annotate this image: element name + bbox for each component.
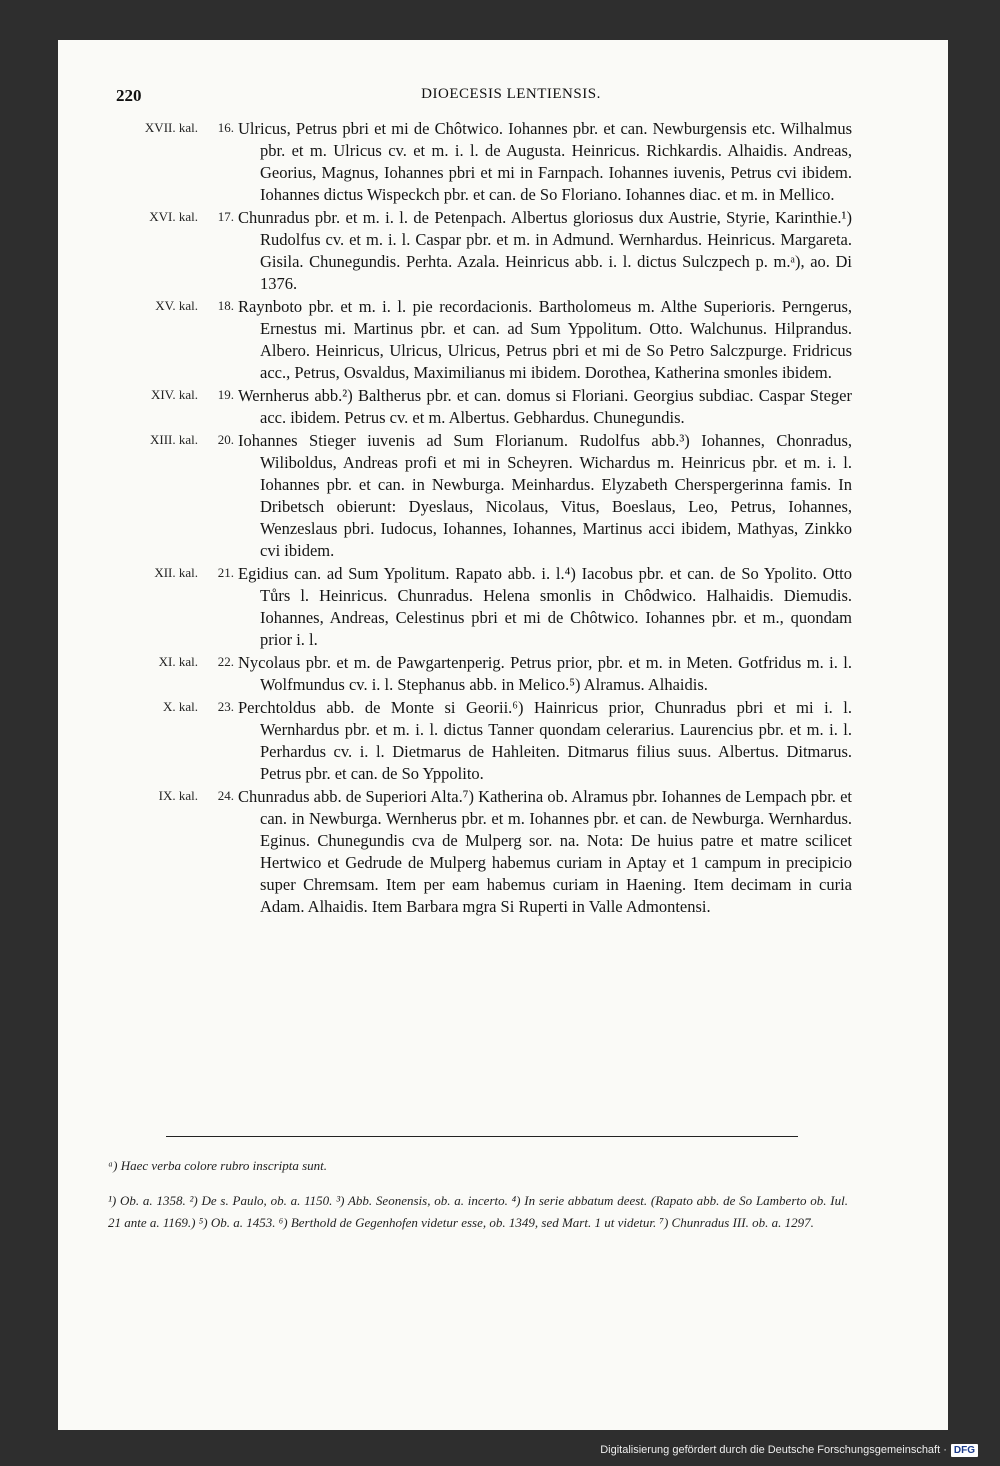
entry-row [58, 786, 948, 918]
document-page [58, 40, 948, 1430]
dfg-logo-icon: DFG [951, 1444, 978, 1457]
kalend-label: IX. kal. [158, 788, 198, 803]
running-title: DIOECESIS LENTIENSIS. [421, 86, 601, 102]
footnote-a: ᵃ) Haec verba colore rubro inscripta sunt. [108, 1158, 328, 1173]
entry-row [58, 563, 948, 651]
kalend-label: XIII. kal. [149, 432, 198, 447]
entry-row [58, 385, 948, 429]
entry-text: Chunradus abb. de Superiori Alta.⁷) Katherina ob. Alramus pbr. Iohannes de Lempach pbr. et can. in Newburga. Wernherus pbr. et m. Iohannes pbr. et can. de Newburga. Wernhardus. Eginus. Chunegundis cva de Mulperg sor. na. Nota: De huius patre et matre scilicet Hertwico et Gedrude de Mulperg habemus curiam in Aptay et 1 campum in precipicio super Chremsam. Item per eam habemus curiam in Haening. Item decimam in curia Adam. Alhaidis. Item Barbara mgra Si Ruperti in Valle Admontensi. [238, 787, 852, 916]
entry-row [58, 207, 948, 295]
entry-text: Egidius can. ad Sum Ypolitum. Rapato abb. i. l.⁴) Iacobus pbr. et can. de So Ypolito. Otto Tůrs l. Heinricus. Chunradus. Helena smonlis in Chôdwico. Halhaidis. Diemudis. Iohannes, Andreas, Celestinus pbri et mi de Chôtwico. Iohannes pbr. et m., quondam prior i. l. [238, 564, 852, 649]
day-number: 18. [217, 298, 234, 313]
kalend-label: XI. kal. [158, 654, 198, 669]
footnotes: ¹) Ob. a. 1358. ²) De s. Paulo, ob. a. 1150. ³) Abb. Seonensis, ob. a. incerto. ⁴) In serie abbatum deest. (Rapato abb. de So Lamberto ob. Iul. 21 ante a. 1169.) ⁵) Ob. a. 1453. ⁶) Berthold de Gegenhofen videtur esse, ob. 1349, sed Mart. 1 ut videtur. ⁷) Chunradus III. ob. a. 1297. [108, 1193, 848, 1230]
day-number: 19. [217, 387, 234, 402]
day-number: 23. [217, 699, 234, 714]
page-number: 220 [116, 86, 142, 105]
funding-footer [600, 1441, 978, 1459]
day-number: 22. [217, 654, 234, 669]
day-number: 20. [217, 432, 234, 447]
entry-row [58, 430, 948, 562]
kalend-label: XVII. kal. [144, 120, 198, 135]
day-number: 17. [217, 209, 234, 224]
kalend-label: X. kal. [162, 699, 198, 714]
kalend-label: XII. kal. [154, 565, 198, 580]
kalend-label: XIV. kal. [150, 387, 198, 402]
day-number: 21. [217, 565, 234, 580]
entry-text: Raynboto pbr. et m. i. l. pie recordacionis. Bartholomeus m. Althe Superioris. Perngerus, Ernestus mi. Martinus pbr. et can. ad Sum Yppolitum. Otto. Walchunus. Hilprandus. Albero. Heinricus, Ulricus, Ulricus, Petrus pbri et mi de So Petro Salczpurge. Fridricus acc., Petrus, Osvaldus, Maximilianus mi ibidem. Dorothea, Katherina smonles ibidem. [238, 297, 852, 382]
entry-row [58, 697, 948, 785]
entry-text: Ulricus, Petrus pbri et mi de Chôtwico. Iohannes pbr. et can. Newburgensis etc. Wilhalmus pbr. et m. Ulricus cv. et m. i. l. de Augusta. Heinricus. Richkardis. Alhaidis. Andreas, Georius, Magnus, Iohannes pbri et mi in Farnpach. Iohannes iuvenis, Petrus cvi ibidem. Iohannes dictus Wispeckch pbr. et can. de So Floriano. Iohannes diac. et m. in Mellico. [238, 119, 852, 204]
entry-text: Iohannes Stieger iuvenis ad Sum Florianum. Rudolfus abb.³) Iohannes, Chonradus, Wiliboldus, Andreas profi et mi in Scheyren. Wichardus m. Heinricus pbr. et m. i. l. Iohannes pbr. et can. in Newburga. Meinhardus. Elyzabeth Cherspergerinna famis. In Dribetsch obierunt: Dyeslaus, Nicolaus, Vitus, Boeslaus, Leo, Petrus, Iohannes, Wenzeslaus pbri. Iudocus, Iohannes, Iohannes, Martinus acci ibidem, Mathyas, Zinkko cvi ibidem. [238, 431, 852, 560]
entry-row [58, 118, 948, 206]
day-number: 16. [217, 120, 234, 135]
kalend-label: XV. kal. [155, 298, 198, 313]
entry-text: Nycolaus pbr. et m. de Pawgartenperig. Petrus prior, pbr. et m. in Meten. Gotfridus m. i. l. Wolfmundus cv. i. l. Stephanus abb. in Melico.⁵) Alramus. Alhaidis. [238, 653, 852, 694]
calendar-entries [58, 118, 948, 919]
entry-row [58, 296, 948, 384]
entry-text: Perchtoldus abb. de Monte si Georii.⁶) Hainricus prior, Chunradus pbri et mi i. l. Wernhardus pbr. et m. i. l. dictus Tanner quondam celerarius. Laurencius pbr. et m. i. l. Perhardus cv. i. l. Dietmarus de Hahleiten. Ditmarus filius suus. Albertus. Ditmarus. Petrus pbr. et can. de So Yppolito. [238, 698, 852, 783]
kalend-label: XVI. kal. [149, 209, 198, 224]
footnote-rule [166, 1136, 798, 1137]
entry-text: Wernherus abb.²) Baltherus pbr. et can. domus si Floriani. Georgius subdiac. Caspar Steger acc. ibidem. Petrus cv. et m. Albertus. Gebhardus. Chunegundis. [238, 386, 852, 427]
funding-text: Digitalisierung gefördert durch die Deutsche Forschungsgemeinschaft · [600, 1444, 947, 1456]
page-header [116, 86, 906, 108]
day-number: 24. [217, 788, 234, 803]
entry-row [58, 652, 948, 696]
entry-text: Chunradus pbr. et m. i. l. de Petenpach. Albertus gloriosus dux Austrie, Styrie, Karinthie.¹) Rudolfus cv. et m. i. l. Caspar pbr. et m. in Admund. Wernhardus. Heinricus. Margareta. Gisila. Chunegundis. Perhta. Azala. Heinricus abb. i. l. dictus Sulczpech p. m.ᵃ), ao. Di 1376. [238, 208, 852, 293]
